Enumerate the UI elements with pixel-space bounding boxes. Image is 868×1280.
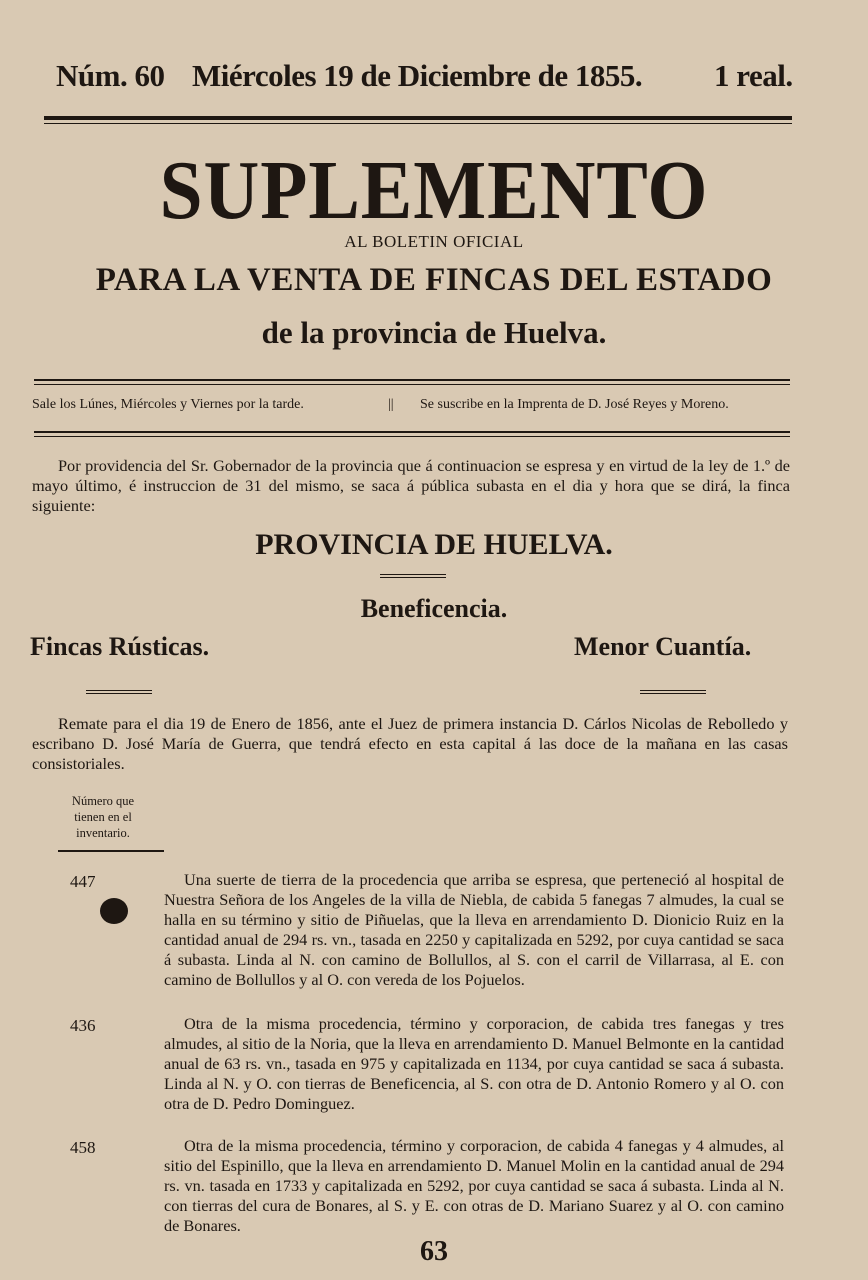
publication-subscription: Se suscribe en la Imprenta de D. José Reyes y Moreno. <box>420 397 729 412</box>
category-right-rule <box>640 690 706 694</box>
entry-text: Otra de la misma procedencia, término y corporacion, de cabida 4 fanegas y 4 almudes, al sitio del Espinillo, que la lleva en arrendamiento D. Manuel Molin en la cantidad anual de 294 rs. vn. tasada en 1733 y capitalizada en 5292, por cuya cantidad se saca á subasta. Linda al N. con tierras del cura de Bonares, al S. y E. con otras de D. Mariano Suarez y al O. con camino de Bonares. <box>164 1136 784 1235</box>
publication-separator: || <box>388 397 394 412</box>
entry-text: Una suerte de tierra de la procedencia que arriba se espresa, que perteneció al hospital de Nuestra Señora de los Angeles de la villa de Niebla, de cabida 5 fanegas 7 almudes, la cual se halla en su término y sitio de Piñuelas, que la lleva en arrendamiento D. Dionicio Ruiz en la cantidad anual de 294 rs. vn., tasada en 2250 y capitalizada en 5292, por cuya cantidad se saca á subasta. Linda al N. con camino de Bollullos, al S. con el carril de Villarrasa, al E. con camino de Bollullos y al O. con vereda de los Pojuelos. <box>164 870 784 989</box>
title-subtitle: AL BOLETIN OFICIAL <box>344 232 524 251</box>
entry-number: 458 <box>70 1138 96 1157</box>
publication-schedule: Sale los Lúnes, Miércoles y Viernes por la tarde. <box>32 397 304 412</box>
province-rule <box>380 574 446 578</box>
category-left: Fincas Rústicas. <box>30 632 210 661</box>
inventory-header-rule <box>58 850 164 852</box>
title-main: SUPLEMENTO <box>159 144 709 237</box>
ink-blot <box>100 898 128 924</box>
entry-number: 436 <box>70 1016 96 1035</box>
ornamental-rule-top <box>34 379 790 385</box>
issue-price: 1 real. <box>714 58 793 93</box>
entry-text: Otra de la misma procedencia, término y corporacion, de cabida tres fanegas y tres almudes, al sitio de la Noria, que la lleva en arrendamiento D. Manuel Belmonte en la cantidad anual de 63 rs. vn., tasada en 975 y capitalizada en 1134, por cuya cantidad se saca á subasta. Linda al N. y O. con tierras de Beneficencia, al S. con otra de D. Antonio Romero y al O. con otra de D. Pedro Dominguez. <box>164 1014 784 1113</box>
issue-number: Núm. 60 <box>56 58 165 93</box>
auction-notice: Remate para el dia 19 de Enero de 1856, ante el Juez de primera instancia D. Cárlos Nicolas de Rebolledo y escribano D. José María de Guerra, que tendrá efecto en esta capital á las doce de la mañana en las casas consistoriales. <box>32 714 788 773</box>
masthead-rule-thin <box>44 123 792 124</box>
province-heading: PROVINCIA DE HUELVA. <box>255 528 613 561</box>
entry-number: 447 <box>70 872 96 891</box>
ornamental-rule-bottom <box>34 431 790 437</box>
section-heading: Beneficencia. <box>360 594 508 623</box>
title-heading: PARA LA VENTA DE FINCAS DEL ESTADO <box>95 262 773 298</box>
category-right: Menor Cuantía. <box>574 632 752 661</box>
issue-date: Miércoles 19 de Diciembre de 1855. <box>192 58 643 93</box>
title-province: de la provincia de Huelva. <box>261 315 607 350</box>
masthead-rule <box>44 116 792 120</box>
category-left-rule <box>86 690 152 694</box>
page-number: 63 <box>420 1236 448 1267</box>
inventory-column-header: Número que tienen en el inventario. <box>71 794 135 840</box>
intro-paragraph: Por providencia del Sr. Gobernador de la provincia que á continuacion se espresa y en virtud de la ley de 1.º de mayo último, é instruccion de 31 del mismo, se saca á pública subasta en el dia y hora que se dirá, la finca siguiente: <box>32 456 790 515</box>
